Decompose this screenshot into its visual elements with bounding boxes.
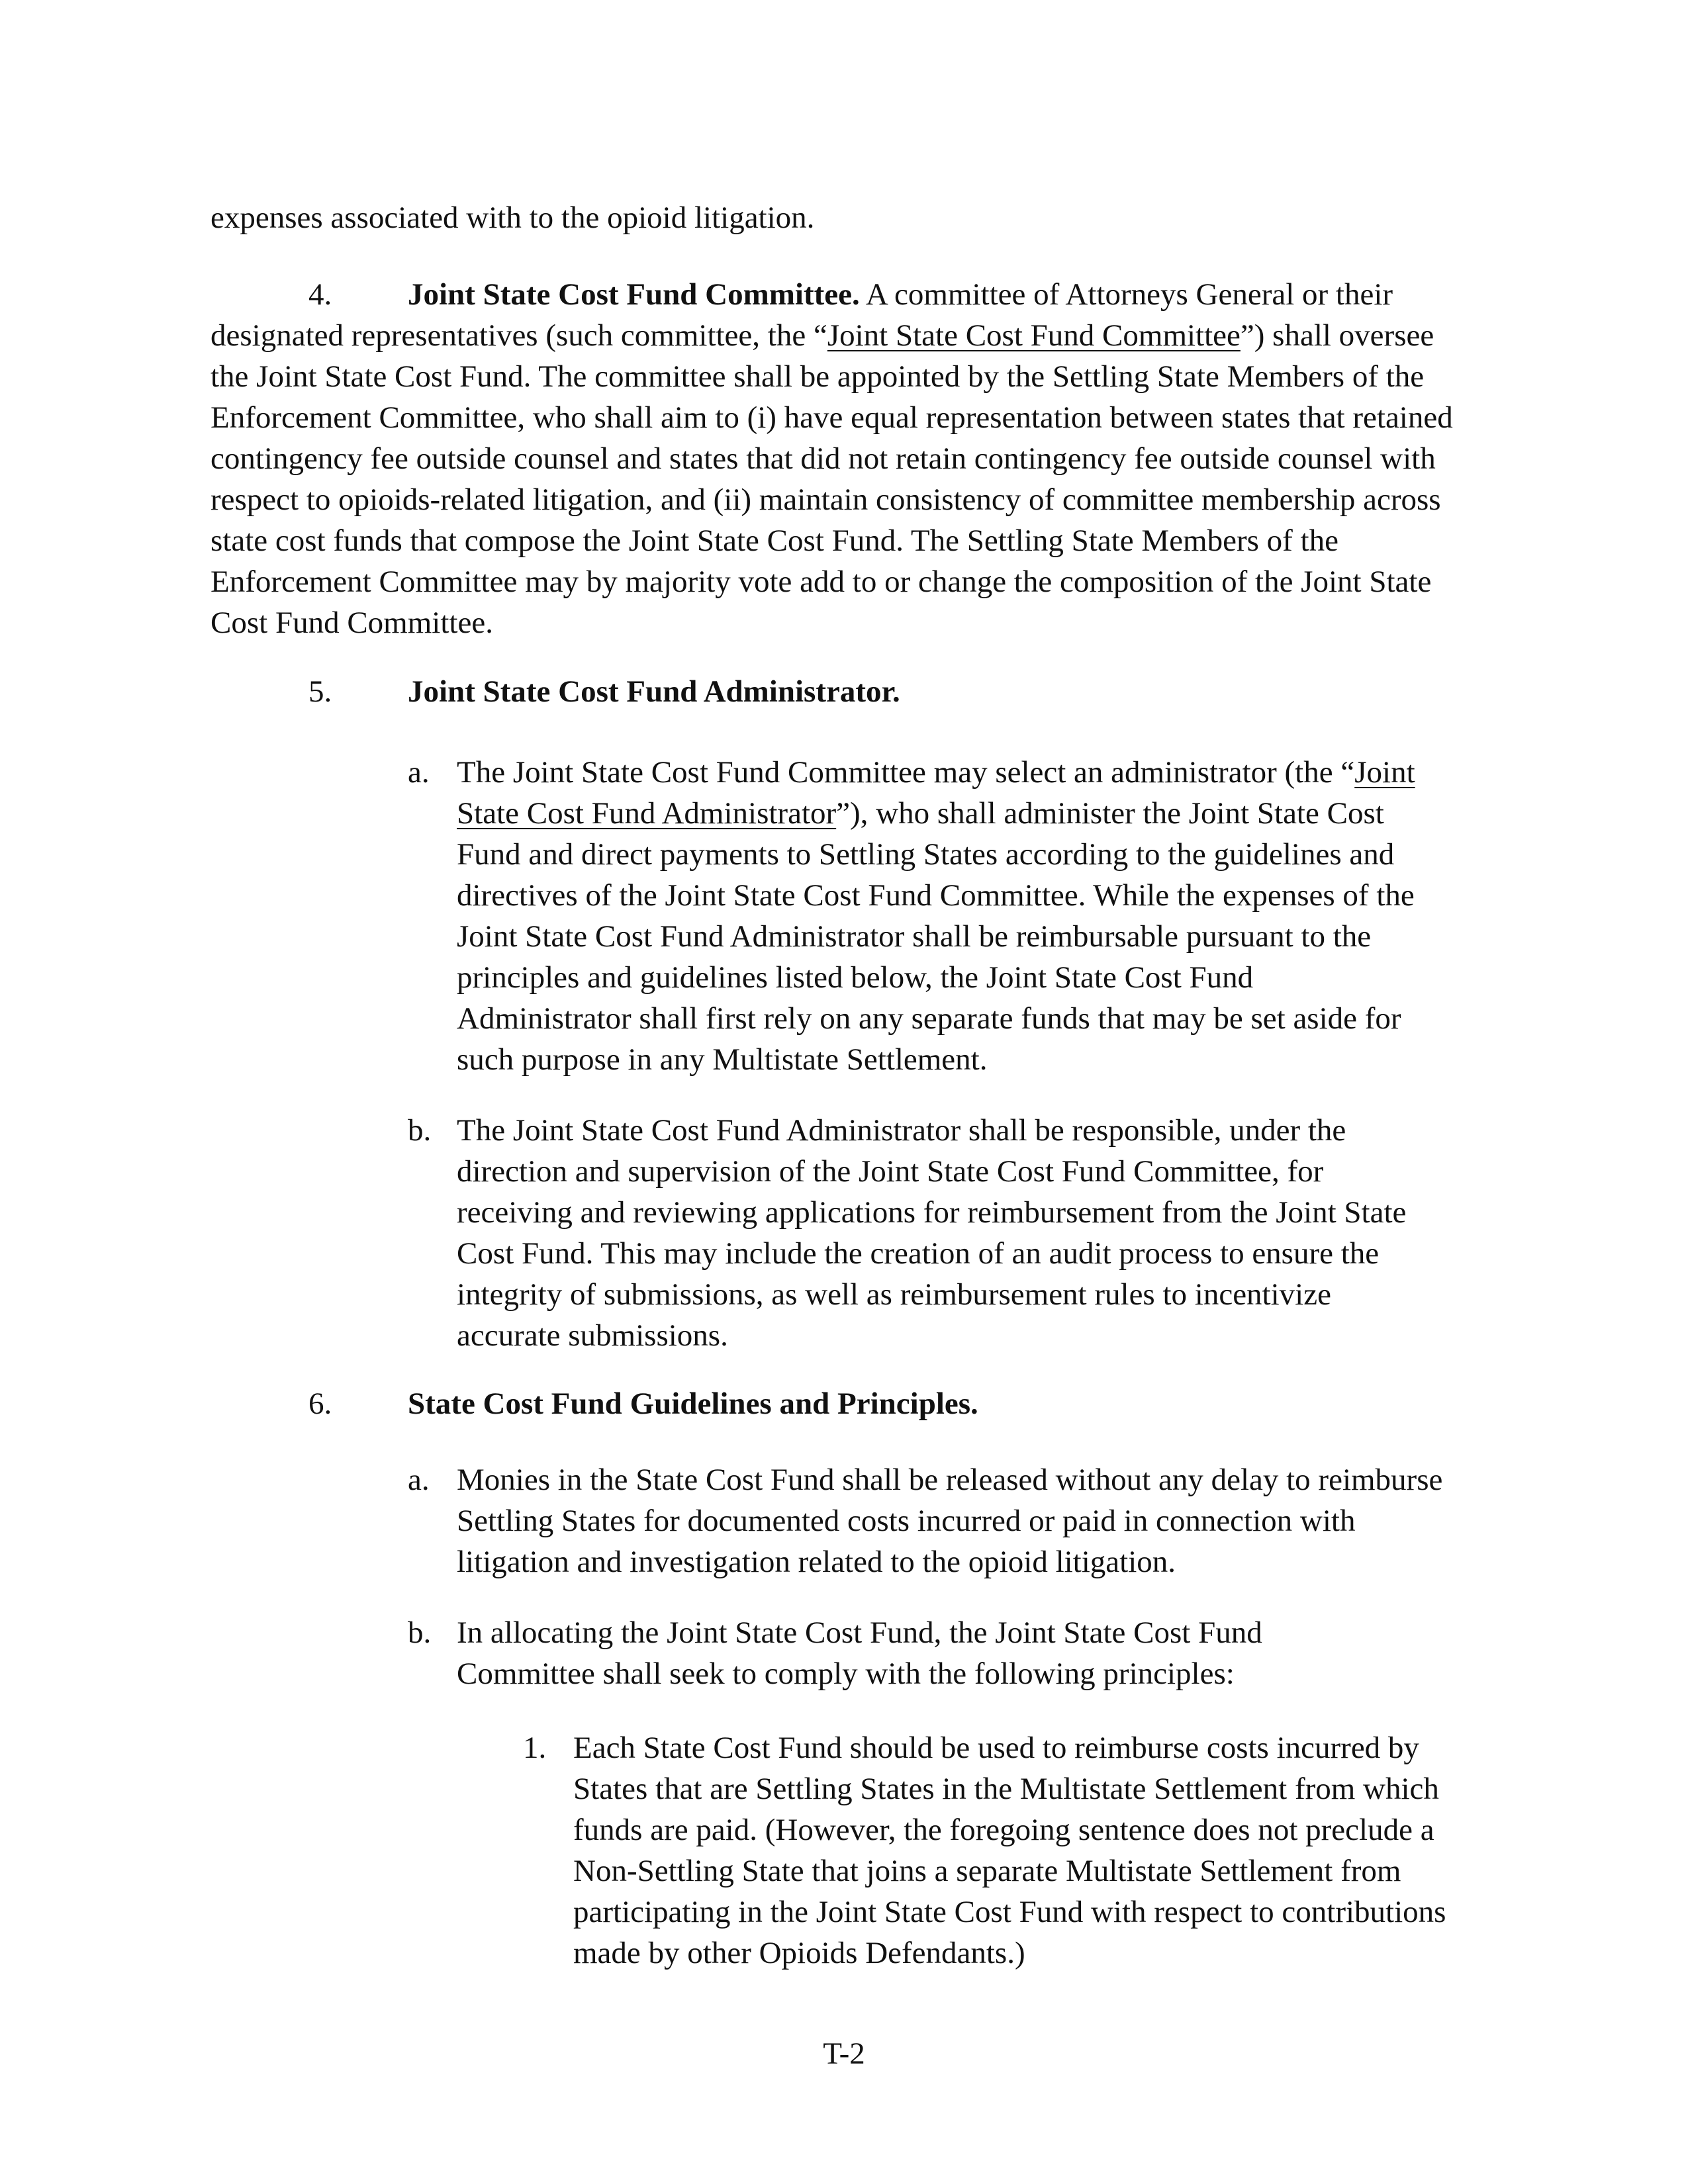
- section-6b-text: In allocating the Joint State Cost Fund, the Joint State Cost Fund Committee shall seek to comply with the following principles:: [457, 1615, 1262, 1691]
- page-number: T-2: [823, 2036, 865, 2071]
- lead-in-text: expenses associated with to the opioid litigation.: [211, 201, 815, 235]
- section-6-number: 6.: [308, 1387, 332, 1421]
- section-6-heading: State Cost Fund Guidelines and Principles.: [408, 1387, 978, 1421]
- section-4-text-1: A committee of Attorneys General or their designated representatives (such committee, the “: [211, 277, 1393, 353]
- section-5-heading: Joint State Cost Fund Administrator.: [408, 674, 900, 709]
- principle-1-label: 1.: [523, 1731, 547, 1765]
- section-6a-text: Monies in the State Cost Fund shall be released without any delay to reimburse Settling States for documented costs incurred or paid in connection with litigation and investigation related to the opioid litigation.: [457, 1463, 1443, 1579]
- defined-term-committee: Joint State Cost Fund Committee: [827, 318, 1241, 353]
- section-6b-label: b.: [408, 1615, 432, 1650]
- section-5-number: 5.: [308, 674, 332, 709]
- section-5b-label: b.: [408, 1113, 432, 1148]
- section-5b-text: The Joint State Cost Fund Administrator shall be responsible, under the direction and supervision of the Joint State Cost Fund Committee, for receiving and reviewing applications for reimbursement from the Joint State Cost Fund. This may include the creation of an audit process to ensure the integrity of submissions, as well as reimbursement rules to incentivize accurate submissions.: [457, 1113, 1407, 1353]
- section-4-text-2: ”) shall oversee the Joint State Cost Fund. The committee shall be appointed by the Settling State Members of the Enforcement Committee, who shall aim to (i) have equal representation between states that retained contingency fee outside counsel and states that did not retain contingency fee outside counsel with respect to opioids-related litigation, and (ii) maintain consistency of committee membership across state cost funds that compose the Joint State Cost Fund. The Settling State Members of the Enforcement Committee may by majority vote add to or change the composition of the Joint State Cost Fund Committee.: [211, 318, 1453, 640]
- section-6a-label: a.: [408, 1463, 430, 1497]
- section-5a-text-1: The Joint State Cost Fund Committee may select an administrator (the “: [457, 755, 1355, 790]
- section-5a-text-2: ”), who shall administer the Joint State Cost Fund and direct payments to Settling States according to the guidelines and directives of the Joint State Cost Fund Committee. While the expenses of the Joint State Cost Fund Administrator shall be reimbursable pursuant to the principles and guidelines listed below, the Joint State Cost Fund Administrator shall first rely on any separate funds that may be set aside for such purpose in any Multistate Settlement.: [457, 796, 1415, 1077]
- section-5a-text: [457, 752, 1433, 1080]
- section-4-heading: Joint State Cost Fund Committee.: [408, 277, 860, 312]
- defined-term-administrator: Joint State Cost Fund Administrator: [457, 755, 1415, 831]
- section-5a-label: a.: [408, 755, 430, 790]
- section-4-paragraph: [211, 274, 1474, 643]
- section-4-number: 4.: [308, 277, 332, 312]
- principle-1-text: Each State Cost Fund should be used to reimburse costs incurred by States that are Settling States in the Multistate Settlement from which funds are paid. (However, the foregoing sentence does not preclude a Non-Settling State that joins a separate Multistate Settlement from participating in the Joint State Cost Fund with respect to contributions made by other Opioids Defendants.): [573, 1731, 1446, 1970]
